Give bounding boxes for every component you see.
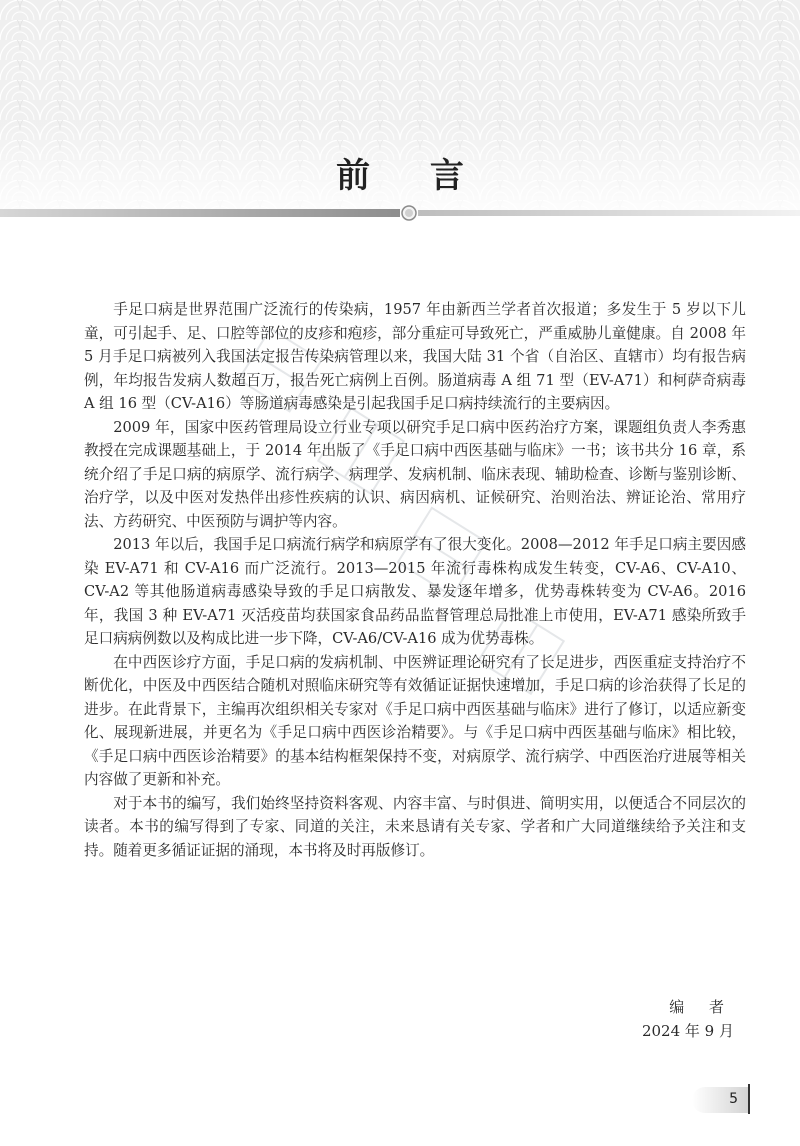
author-signature: 编 者 [669,998,734,1016]
page-number-tab [692,1087,748,1113]
paragraph: 手足口病是世界范围广泛流行的传染病，1957 年由新西兰学者首次报道；多发生于 5 岁以下儿童，可引起手、足、口腔等部位的皮疹和疱疹，部分重症可导致死亡，严重威胁儿童健康。自 2008 年 5 月手足口病被列入我国法定报告传染病管理以来，我国大陆 31 个省（自治区、直辖市）均有报告病例，年均报告发病人数超百万，报告死亡病例上百例。肠道病毒 A 组 71 型（EV-A71）和柯萨奇病毒 A 组 16 型（CV-A16）等肠道病毒感染是引起我国手足口病持续流行的主要病因。 [84,301,746,412]
paragraph: 对于本书的编写，我们始终坚持资料客观、内容丰富、与时俱进、简明实用，以便适合不同层次的读者。本书的编写得到了专家、同道的关注，未来恳请有关专家、学者和广大同道继续给予关注和支持。随着更多循证证据的涌现，本书将及时再版修订。 [84,794,746,859]
preface-body [84,298,746,862]
paragraph: 2013 年以后，我国手足口病流行病学和病原学有了很大变化。2008—2012 年手足口病主要因感染 EV-A71 和 CV-A16 而广泛流行。2013—2015 年流行毒株构成发生转变，CV-A6、CV-A10、CV-A2 等其他肠道病毒感染导致的手足口病散发、暴发逐年增多，优势毒株转变为 CV-A6。2016 年，我国 3 种 EV-A71 灭活疫苗均获国家食品药品监督管理总局批准上市使用，EV-A71 感染所致手足口病病例数以及构成比进一步下降，CV-A6/CV-A16 成为优势毒株。 [84,536,746,647]
page-title: 前 言 [336,156,488,196]
page-number: 5 [729,1091,738,1107]
page-marker-bar [748,1084,750,1114]
date-line: 2024 年 9 月 [641,1022,734,1040]
paragraph: 2009 年，国家中医药管理局设立行业专项以研究手足口病中医药治疗方案，课题组负责人李秀惠教授在完成课题基础上，于 2014 年出版了《手足口病中西医基础与临床》一书；该书共分 16 章，系统介绍了手足口病的病原学、流行病学、病理学、发病机制、临床表现、辅助检查、诊断与鉴别诊断、治疗学，以及中医对发热伴出疹性疾病的认识、病因病机、证候研究、治则治法、辨证论治、常用疗法、方药研究、中医预防与调护等内容。 [84,418,746,530]
title-divider [0,205,800,221]
paragraph: 在中西医诊疗方面，手足口病的发病机制、中医辨证理论研究有了长足进步，西医重症支持治疗不断优化，中医及中西医结合随机对照临床研究等有效循证证据快速增加，手足口病的诊治获得了长足的进步。在此背景下，主编再次组织相关专家对《手足口病中西医基础与临床》进行了修订，以适应新变化、展现新进展，并更名为《手足口病中西医诊治精要》。与《手足口病中西医基础与临床》相比较，《手足口病中西医诊治精要》的基本结构框架保持不变，对病原学、流行病学、中西医治疗进展等相关内容做了更新和补充。 [84,653,746,788]
